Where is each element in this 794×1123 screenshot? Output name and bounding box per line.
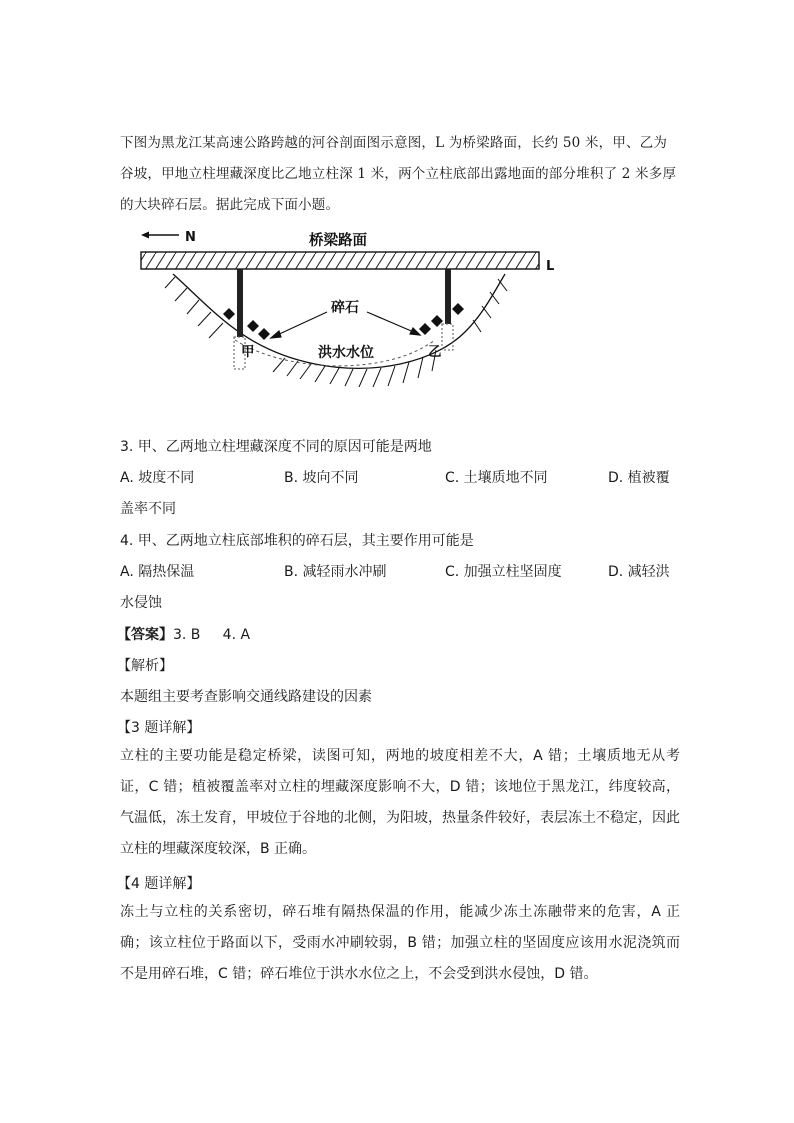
flood-level-label: 洪水水位 xyxy=(318,345,374,361)
bridge-deck-label: 桥梁路面 xyxy=(309,233,367,249)
valley-diagram xyxy=(135,222,565,407)
answer-row xyxy=(117,624,250,644)
yi-gravel xyxy=(419,303,464,335)
jia-pillar xyxy=(237,269,243,337)
l-label: L xyxy=(546,259,555,274)
q4-option-d: D. 减轻洪 xyxy=(608,564,670,580)
q3-option-d-continued: 盖率不同 xyxy=(120,501,176,517)
q3-stem: 3. 甲、乙两地立柱埋藏深度不同的原因可能是两地 xyxy=(120,439,432,455)
jia-gravel xyxy=(223,308,270,340)
yi-label: 乙 xyxy=(428,344,442,360)
jia-label: 甲 xyxy=(241,344,255,360)
intro-line-2: 谷坡，甲地立柱埋藏深度比乙地立柱深 1 米，两个立柱底部出露地面的部分堆积了 2 米多厚 xyxy=(120,166,677,182)
q4-stem: 4. 甲、乙两地立柱底部堆积的碎石层，其主要作用可能是 xyxy=(120,533,474,549)
analysis-tag: 【解析】 xyxy=(117,658,173,674)
gravel-label: 碎石 xyxy=(331,300,359,316)
q3-option-d: D. 植被覆 xyxy=(608,470,670,486)
q3-option-b: B. 坡向不同 xyxy=(284,470,359,486)
intro-line-1: 下图为黑龙江某高速公路跨越的河谷剖面图示意图，L 为桥梁路面，长约 50 米，甲、乙为 xyxy=(120,135,668,151)
slope-hatching xyxy=(165,277,507,387)
q4-option-c: C. 加强立柱坚固度 xyxy=(445,564,562,580)
q3-option-a: A. 坡度不同 xyxy=(120,470,195,486)
q3-detail-tag: 【3 题详解】 xyxy=(117,720,201,736)
answer-text: 3. B 4. A xyxy=(173,627,251,643)
q4-detail-tag: 【4 题详解】 xyxy=(117,876,201,892)
valley-cross-section-figure xyxy=(135,222,565,407)
q3-detail-text: 立柱的主要功能是稳定桥梁，读图可知，两地的坡度相差不大，A 错；土壤质地无从考证，C 错；植被覆盖率对立柱的埋藏深度影响不大，D 错；该地位于黑龙江，纬度较高，气温低，冻土发育，甲坡位于谷地的北侧，为阳坡，热量条件较好，表层冻土不稳定，因此立柱的埋藏深度较深，B 正确。 xyxy=(120,748,680,857)
bridge-deck xyxy=(141,252,539,269)
q4-detail-text: 冻土与立柱的关系密切，碎石堆有隔热保温的作用，能减少冻土冻融带来的危害，A 正确；该立柱位于路面以下，受雨水冲刷较弱，B 错；加强立柱的坚固度应该用水泥浇筑而不是用碎石堆，C 错；碎石堆位于洪水水位之上，不会受到洪水侵蚀，D 错。 xyxy=(120,904,680,982)
intro-passage xyxy=(120,128,680,221)
q4-option-b: B. 减轻雨水冲刷 xyxy=(284,564,387,580)
analysis-summary: 本题组主要考查影响交通线路建设的因素 xyxy=(120,689,372,705)
north-label: N xyxy=(185,230,196,245)
north-arrow-icon xyxy=(141,232,179,239)
q3-option-c: C. 土壤质地不同 xyxy=(445,470,548,486)
q4-option-a: A. 隔热保温 xyxy=(120,564,195,580)
intro-line-3: 的大块碎石层。据此完成下面小题。 xyxy=(120,197,340,213)
yi-pillar xyxy=(445,269,451,324)
q4-option-d-continued: 水侵蚀 xyxy=(120,595,162,611)
answer-tag: 【答案】 xyxy=(117,627,173,643)
